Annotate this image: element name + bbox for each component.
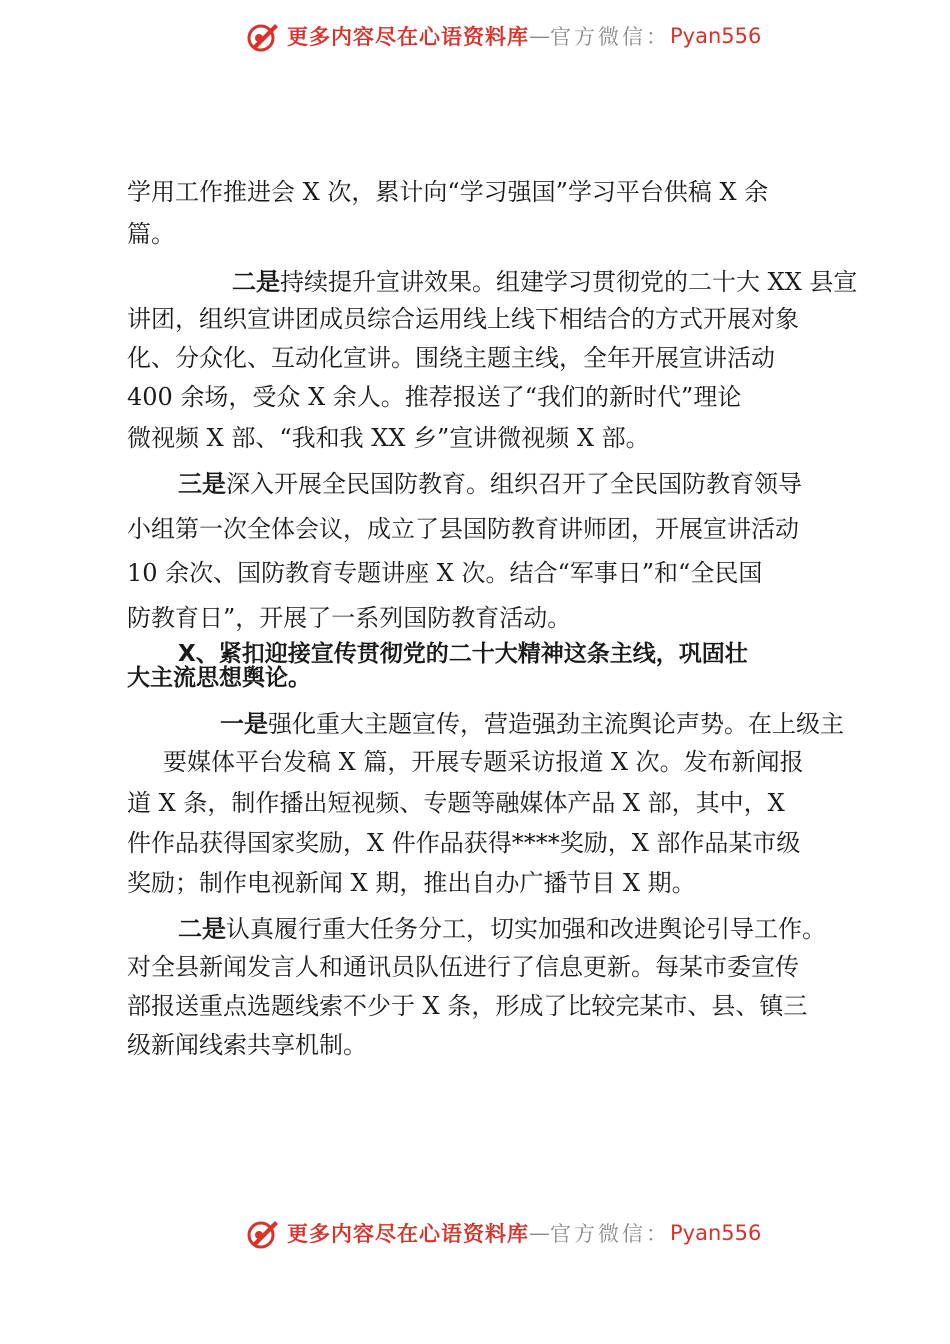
para4-line-4: 级新闻线索共享机制。	[127, 1031, 367, 1059]
banner-wechat-id: Pyan556	[670, 24, 762, 48]
para0-line-1: 学用工作推进会 X 次，累计向“学习强国”学习平台供稿 X 余	[127, 178, 769, 206]
para4-line-2: 对全县新闻发言人和通讯员队伍进行了信息更新。每某市委宣传	[127, 953, 799, 981]
banner-wechat-label: 官方微信：	[550, 25, 670, 49]
banner-main-text: 更多内容尽在心语资料库	[287, 1221, 529, 1246]
para4-line-1: 二是认真履行重大任务分工，切实加强和改进舆论引导工作。	[178, 915, 826, 943]
banner-wechat-label: 官方微信：	[550, 1222, 670, 1246]
para1-lead: 二是	[232, 268, 280, 296]
para3-line-1: 一是强化重大主题宣传，营造强劲主流舆论声势。在上级主	[220, 710, 844, 738]
banner-main-text: 更多内容尽在心语资料库	[287, 24, 529, 49]
para2-line-3: 10 余次、国防教育专题讲座 X 次。结合“军事日”和“全民国	[127, 559, 763, 587]
para1-line-2: 讲团，组织宣讲团成员综合运用线上线下相结合的方式开展对象	[127, 305, 799, 333]
para2-line-4: 防教育日”，开展了一系列国防教育活动。	[127, 604, 572, 632]
section-heading-line-1: X、紧扣迎接宣传贯彻党的二十大精神这条主线，巩固壮	[178, 641, 748, 667]
section-heading-line-2: 大主流思想舆论。	[127, 665, 311, 691]
para1-line-3: 化、分众化、互动化宣讲。围绕主题主线，全年开展宣讲活动	[127, 344, 775, 372]
banner-wechat-id: Pyan556	[670, 1221, 762, 1245]
para3-line-5: 奖励；制作电视新闻 X 期，推出自办广播节目 X 期。	[127, 869, 696, 897]
para2-line-2: 小组第一次全体会议，成立了县国防教育讲师团，开展宣讲活动	[127, 515, 799, 543]
footer-watermark-banner	[245, 1213, 761, 1253]
para3-line-3: 道 X 条，制作播出短视频、专题等融媒体产品 X 部，其中，X	[127, 789, 785, 817]
para1-line-4: 400 余场，受众 X 余人。推荐报送了“我们的新时代”理论	[127, 383, 742, 411]
para4-lead: 二是	[178, 915, 226, 943]
para1-line-5: 微视频 X 部、“我和我 XX 乡”宣讲微视频 X 部。	[127, 424, 650, 452]
para3-line-2: 要媒体平台发稿 X 篇，开展专题采访报道 X 次。发布新闻报	[163, 748, 804, 776]
banner-dash: —	[529, 24, 550, 48]
para2-lead: 三是	[178, 470, 226, 498]
para4-line-3: 部报送重点选题线索不少于 X 条，形成了比较完某市、县、镇三	[127, 992, 808, 1020]
para0-line-2: 篇。	[127, 220, 175, 248]
para3-line-4: 件作品获得国家奖励，X 件作品获得****奖励，X 部作品某市级	[127, 829, 801, 857]
para3-lead: 一是	[220, 710, 268, 738]
banner-dash: —	[529, 1221, 550, 1245]
brush-logo-icon	[245, 1215, 281, 1251]
para1-line-1: 二是持续提升宣讲效果。组建学习贯彻党的二十大 XX 县宣	[232, 268, 858, 296]
para2-line-1: 三是深入开展全民国防教育。组织召开了全民国防教育领导	[178, 470, 802, 498]
